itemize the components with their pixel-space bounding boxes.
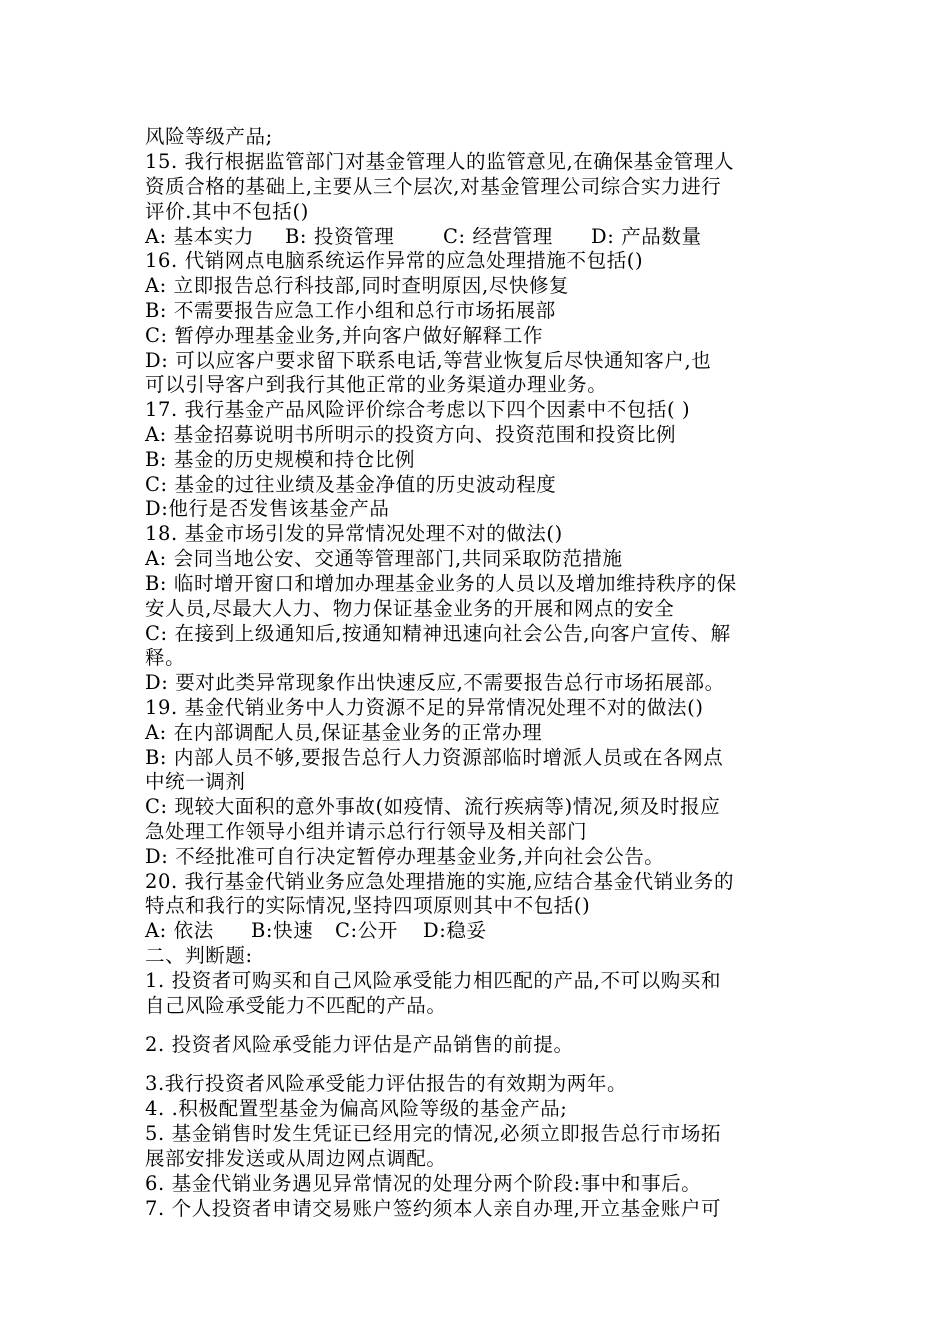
section-heading: 二、判断题: [145, 944, 253, 967]
question-17: 17. 我行基金产品风险评价综合考虑以下四个因素中不包括( ) [145, 398, 691, 421]
text-line: 可以引导客户到我行其他正常的业务渠道办理业务。 [145, 373, 608, 396]
text-line: 资质合格的基础上,主要从三个层次,对基金管理公司综合实力进行 [145, 175, 722, 198]
text-line: 安人员,尽最大人力、物力保证基金业务的开展和网点的安全 [145, 597, 675, 620]
text-line: C: 暂停办理基金业务,并向客户做好解释工作 [145, 324, 544, 347]
question-19: 19. 基金代销业务中人力资源不足的异常情况处理不对的做法() [145, 696, 704, 719]
option-c: C: 经营管理 [443, 225, 553, 248]
text-line: 中统一调剂 [145, 770, 246, 793]
text-line: B: 内部人员不够,要报告总行人力资源部临时增派人员或在各网点 [145, 746, 724, 769]
text-line: 释。 [145, 646, 186, 669]
text-line: 5. 基金销售时发生凭证已经用完的情况,必须立即报告总行市场拓 [145, 1122, 722, 1145]
text-line: A: 立即报告总行科技部,同时查明原因,尽快修复 [145, 274, 570, 297]
text-line: C: 在接到上级通知后,按通知精神迅速向社会公告,向客户宣传、解 [145, 622, 731, 645]
text-line: A: 基金招募说明书所明示的投资方向、投资范围和投资比例 [145, 423, 677, 446]
text-line: C: 基金的过往业绩及基金净值的历史波动程度 [145, 473, 557, 496]
text-line: D: 可以应客户要求留下联系电话,等营业恢复后尽快通知客户,也 [145, 349, 712, 372]
text-line: 展部安排发送或从周边网点调配。 [145, 1147, 447, 1170]
q15-options [145, 225, 702, 249]
option-b: B: 投资管理 [285, 225, 395, 248]
text-line: 3.我行投资者风险承受能力评估报告的有效期为两年。 [145, 1072, 628, 1095]
text-line: D: 要对此类异常现象作出快速反应,不需要报告总行市场拓展部。 [145, 671, 725, 694]
text-line: 自己风险承受能力不匹配的产品。 [145, 994, 447, 1017]
text-line: 7. 个人投资者申请交易账户签约须本人亲自办理,开立基金账户可 [145, 1197, 722, 1220]
text-line: B: 基金的历史规模和持仓比例 [145, 448, 416, 471]
question-15: 15. 我行根据监管部门对基金管理人的监管意见,在确保基金管理人 [145, 150, 735, 173]
option-a: A: 基本实力 [145, 225, 255, 248]
question-18: 18. 基金市场引发的异常情况处理不对的做法() [145, 522, 563, 545]
question-20: 20. 我行基金代销业务应急处理措施的实施,应结合基金代销业务的 [145, 870, 735, 893]
text-line: 1. 投资者可购买和自己风险承受能力相匹配的产品,不可以购买和 [145, 969, 722, 992]
text-line: C: 现较大面积的意外事故(如疫情、流行疾病等)情况,须及时报应 [145, 795, 721, 818]
option-a: A: 依法 [145, 919, 214, 942]
option-d: D: 产品数量 [591, 225, 702, 248]
q20-options [145, 919, 487, 943]
text-line: 特点和我行的实际情况,坚持四项原则其中不包括() [145, 894, 591, 917]
option-d: D:稳妥 [423, 919, 487, 942]
text-line: 6. 基金代销业务遇见异常情况的处理分两个阶段:事中和事后。 [145, 1172, 702, 1195]
text-line: D: 不经批准可自行决定暂停办理基金业务,并向社会公告。 [145, 845, 665, 868]
text-line: 风险等级产品; [145, 125, 273, 148]
text-line: A: 会同当地公安、交通等管理部门,共同采取防范措施 [145, 547, 623, 570]
text-line: B: 临时增开窗口和增加办理基金业务的人员以及增加维持秩序的保 [145, 572, 737, 595]
text-line: 急处理工作领导小组并请示总行行领导及相关部门 [145, 820, 588, 843]
text-line: 2. 投资者风险承受能力评估是产品销售的前提。 [145, 1033, 574, 1056]
question-16: 16. 代销网点电脑系统运作异常的应急处理措施不包括() [145, 249, 644, 272]
option-c: C:公开 [335, 919, 398, 942]
text-line: 评价.其中不包括() [145, 200, 309, 223]
text-line: 4. .积极配置型基金为偏高风险等级的基金产品; [145, 1097, 568, 1120]
text-line: D:他行是否发售该基金产品 [145, 497, 390, 520]
text-line: A: 在内部调配人员,保证基金业务的正常办理 [145, 721, 543, 744]
option-b: B:快速 [251, 919, 314, 942]
text-line: B: 不需要报告应急工作小组和总行市场拓展部 [145, 299, 556, 322]
